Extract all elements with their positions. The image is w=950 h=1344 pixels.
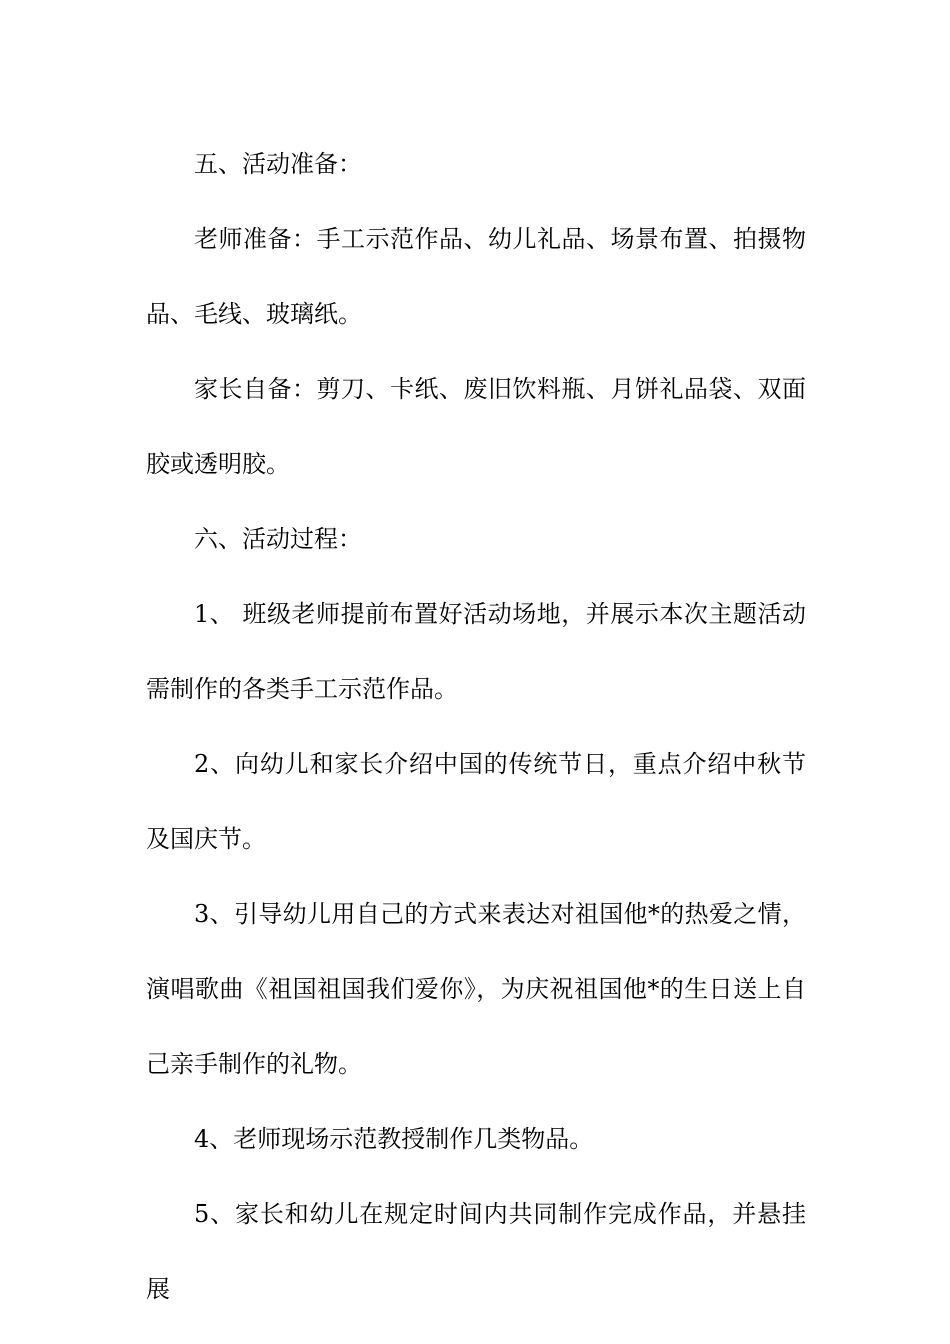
process-step-5: 5、家长和幼儿在规定时间内共同制作完成作品，并悬挂展 — [146, 1200, 806, 1303]
parent-preparation-paragraph: 家长自备：剪刀、卡纸、废旧饮料瓶、月饼礼品袋、双面胶或透明胶。 — [146, 375, 806, 478]
document-body — [146, 127, 806, 1327]
teacher-preparation-paragraph: 老师准备：手工示范作品、幼儿礼品、场景布置、拍摄物品、毛线、玻璃纸。 — [146, 225, 806, 328]
section-heading-process: 六、活动过程： — [194, 525, 362, 553]
section-heading-preparation: 五、活动准备： — [194, 150, 362, 178]
process-step-2: 2、向幼儿和家长介绍中国的传统节日，重点介绍中秋节及国庆节。 — [146, 750, 806, 853]
process-step-3: 3、引导幼儿用自己的方式来表达对祖国他*的热爱之情，演唱歌曲《祖国祖国我们爱你》，为庆祝祖国他*的生日送上自己亲手制作的礼物。 — [146, 900, 806, 1078]
process-step-1: 1、 班级老师提前布置好活动场地，并展示本次主题活动需制作的各类手工示范作品。 — [146, 600, 806, 703]
process-step-4: 4、老师现场示范教授制作几类物品。 — [194, 1125, 594, 1153]
